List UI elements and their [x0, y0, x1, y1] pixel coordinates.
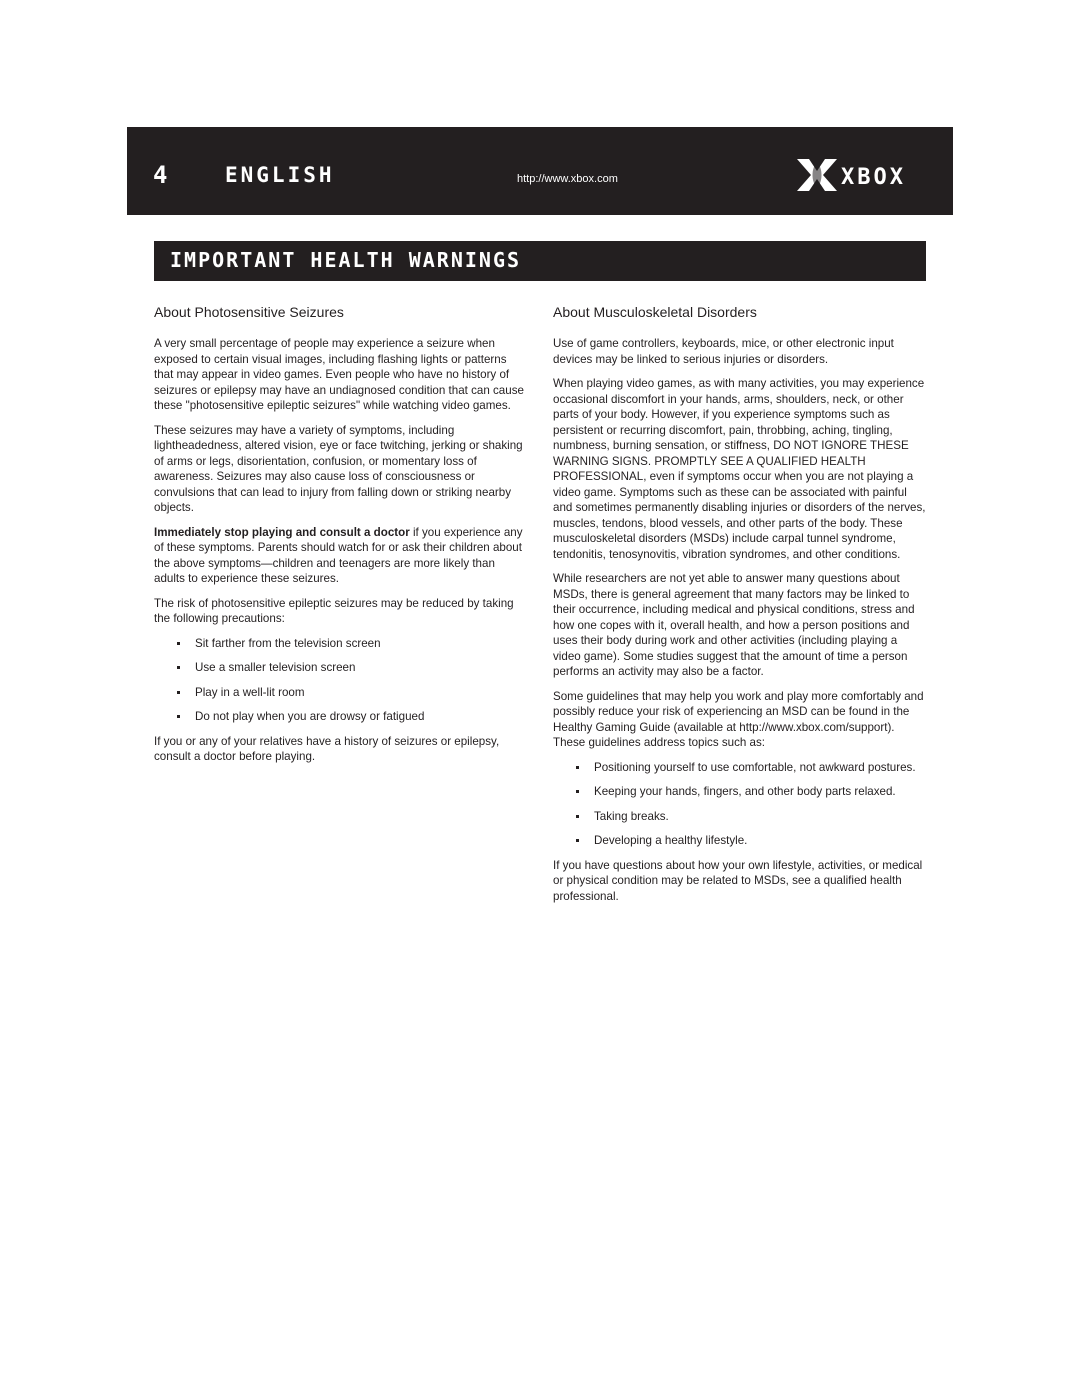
paragraph: Use of game controllers, keyboards, mice, or other electronic input devices may be linked to serious injuries or disorders.: [553, 337, 894, 366]
list-item: Keeping your hands, fingers, and other body parts relaxed.: [553, 784, 927, 800]
section-banner: [154, 241, 926, 281]
xbox-logo-icon: [795, 157, 927, 193]
photosensitive-heading: About Photosensitive Seizures: [154, 304, 344, 320]
musculoskeletal-disorders-column: [553, 304, 927, 913]
list-item: Play in a well-lit room: [154, 685, 528, 701]
paragraph: These seizures may have a variety of symptoms, including lightheadedness, altered vision, eye or face twitching, jerking or shaking of arms or legs, disorientation, confusion, or momentary loss of awareness. Seizures may also cause loss of consciousness or convulsions that can lead to injury from falling down or striking nearby objects.: [154, 423, 523, 514]
bullet-icon: [576, 839, 579, 842]
page-header: [127, 127, 953, 215]
paragraph-text: if you experience any of these symptoms. Parents should watch for or ask their children about the above symptoms—children and teenagers are more likely than adults to experience these seizures.: [154, 525, 523, 585]
list-item: Sit farther from the television screen: [154, 636, 528, 652]
bullet-icon: [576, 815, 579, 818]
paragraph: The risk of photosensitive epileptic seizures may be reduced by taking the following precautions:: [154, 596, 514, 625]
paragraph: While researchers are not yet able to answer many questions about MSDs, there is general agreement that many factors may be linked to their occurrence, including medical and physical conditions, stress and how one copes with it, overall health, and how a person positions and uses their body during work and other activities (including playing a video game). Some studies suggest that the amount of time a person performs an activity may also be a factor.: [553, 572, 915, 678]
bold-lead-text: Immediately stop playing and consult a doctor: [154, 525, 410, 539]
list-item: Developing a healthy lifestyle.: [553, 833, 927, 849]
paragraph: Some guidelines that may help you work and play more comfortably and possibly reduce your risk of experiencing an MSD can be found in the Healthy Gaming Guide (available at http://www.xbox.com/support). These guidelines address topics such as:: [553, 689, 924, 749]
paragraph: [154, 525, 528, 587]
list-item: Positioning yourself to use comfortable, not awkward postures.: [553, 760, 927, 776]
website-url: http://www.xbox.com: [517, 173, 618, 185]
xbox-logo: [795, 157, 927, 197]
bullet-icon: [177, 715, 180, 718]
precautions-list: [154, 636, 528, 725]
xbox-logo-text: XBOX: [841, 165, 906, 190]
bullet-icon: [576, 790, 579, 793]
bullet-icon: [177, 691, 180, 694]
bullet-icon: [576, 766, 579, 769]
paragraph: A very small percentage of people may experience a seizure when exposed to certain visual images, including flashing lights or patterns that may appear in video games. Even people who have no history of seizures or epilepsy may have an undiagnosed condition that can cause these "photosensitive epileptic seizures" while watching video games.: [154, 337, 524, 412]
paragraph: If you or any of your relatives have a history of seizures or epilepsy, consult a doctor before playing.: [154, 734, 500, 763]
paragraph: If you have questions about how your own lifestyle, activities, or medical or physical condition may be related to MSDs, see a qualified health professional.: [553, 858, 923, 903]
list-item: Use a smaller television screen: [154, 660, 528, 676]
guidelines-list: [553, 760, 927, 849]
page-number: 4: [153, 161, 170, 189]
bullet-icon: [177, 666, 180, 669]
language-label: ENGLISH: [225, 163, 335, 187]
list-item: Do not play when you are drowsy or fatigued: [154, 709, 528, 725]
section-title: IMPORTANT HEALTH WARNINGS: [170, 248, 522, 272]
photosensitive-seizures-column: [154, 304, 528, 774]
musculoskeletal-heading: About Musculoskeletal Disorders: [553, 304, 757, 320]
paragraph: When playing video games, as with many activities, you may experience occasional discomfort in your hands, arms, shoulders, neck, or other parts of your body. However, if you experience symptoms such as persistent or recurring discomfort, pain, throbbing, aching, tingling, numbness, burning sensation, or stiffness, DO NOT IGNORE THESE WARNING SIGNS. PROMPTLY SEE A QUALIFIED HEALTH PROFESSIONAL, even if symptoms occur when you are not playing a video game. Symptoms such as these can be associated with painful and sometimes permanently disabling injuries or disorders of the nerves, muscles, tendons, blood vessels, and other parts of the body. These musculoskeletal disorders (MSDs) include carpal tunnel syndrome, tendonitis, tenosynovitis, vibration syndromes, and other conditions.: [553, 377, 926, 561]
bullet-icon: [177, 642, 180, 645]
list-item: Taking breaks.: [553, 809, 927, 825]
